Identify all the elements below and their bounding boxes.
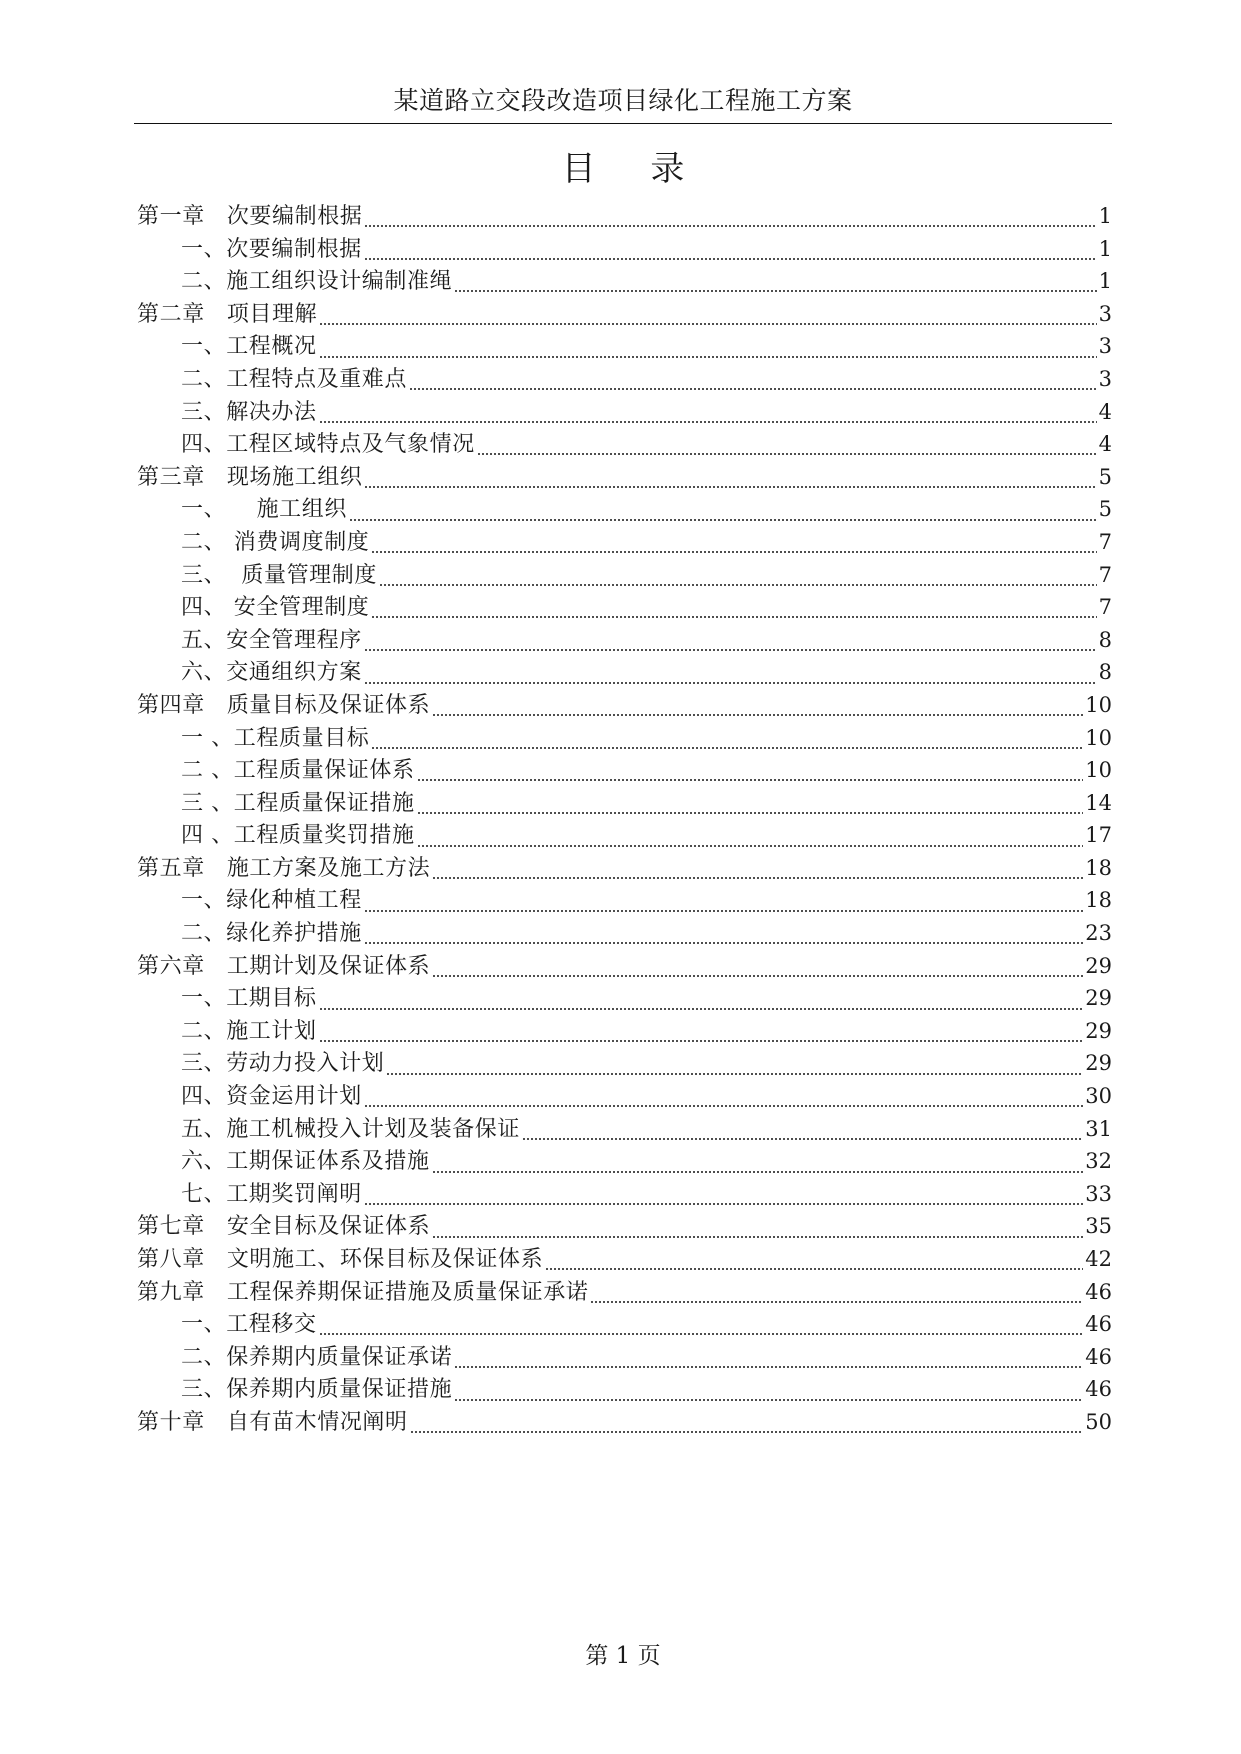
toc-page-number: 14 (1085, 790, 1112, 815)
toc-entry-text: 施工方案及施工方法 (226, 855, 431, 881)
toc-dot-leader (454, 1397, 1083, 1403)
toc-page-number: 17 (1085, 823, 1112, 848)
toc-entry-text: 三、保养期内质量保证措施 (181, 1377, 453, 1403)
toc-entry-label (181, 592, 369, 625)
toc-page-number: 1 (1098, 236, 1112, 261)
toc-section-entry[interactable] (137, 884, 1112, 917)
toc-page-number: 10 (1085, 758, 1112, 783)
toc-entry-text: 三 、工程质量保证措施 (181, 790, 415, 816)
toc-section-entry[interactable] (137, 787, 1112, 820)
toc-section-entry[interactable] (137, 982, 1112, 1015)
toc-chapter-entry[interactable] (137, 950, 1112, 983)
toc-dot-leader (417, 810, 1084, 816)
toc-entry-label (181, 397, 317, 430)
toc-section-entry[interactable] (137, 1047, 1112, 1080)
toc-entry-label (181, 1309, 317, 1342)
toc-entry-label (181, 1114, 520, 1147)
toc-dot-leader (454, 1364, 1083, 1370)
toc-entry-label (181, 1342, 452, 1375)
toc-entry-text: 六、交通组织方案 (181, 660, 362, 686)
toc-section-entry[interactable] (137, 233, 1112, 266)
toc-section-entry[interactable] (137, 591, 1112, 624)
toc-page-number: 46 (1085, 1312, 1112, 1337)
toc-chapter-entry[interactable] (137, 852, 1112, 885)
toc-entry-label (137, 462, 362, 495)
toc-entry-label (181, 723, 369, 756)
toc-page-number: 8 (1098, 660, 1112, 685)
toc-entry-text: 二、施工计划 (181, 1018, 317, 1044)
toc-entry-label (137, 951, 430, 984)
header-divider (134, 123, 1112, 124)
toc-page-number: 23 (1085, 921, 1112, 946)
toc-chapter-number: 第六章 (137, 953, 205, 979)
toc-page-number: 50 (1085, 1409, 1112, 1434)
toc-entry-text: 三、 质量管理制度 (181, 562, 377, 588)
toc-section-entry[interactable] (137, 265, 1112, 298)
page-number-footer: 第 1 页 (585, 1643, 661, 1669)
toc-chapter-entry[interactable] (137, 1243, 1112, 1276)
toc-entry-label (181, 983, 317, 1016)
toc-entry-label (181, 788, 415, 821)
toc-dot-leader (432, 1169, 1084, 1175)
toc-chapter-number: 第一章 (137, 204, 205, 229)
toc-dot-leader (364, 680, 1097, 686)
toc-entry-text: 三、解决办法 (181, 399, 317, 425)
toc-page-number: 5 (1098, 497, 1112, 522)
toc-section-entry[interactable] (137, 493, 1112, 526)
toc-entry-text: 五、施工机械投入计划及装备保证 (181, 1116, 521, 1142)
toc-section-entry[interactable] (137, 624, 1112, 657)
toc-dot-leader (417, 843, 1084, 849)
toc-entry-label (137, 201, 362, 234)
toc-dot-leader (432, 875, 1083, 881)
toc-dot-leader (364, 908, 1083, 914)
toc-section-entry[interactable] (137, 1341, 1112, 1374)
toc-entry-text: 一、工程概况 (181, 334, 317, 360)
toc-entry-label (181, 625, 362, 658)
toc-entry-text: 四、 安全管理制度 (181, 595, 370, 621)
toc-section-entry[interactable] (137, 363, 1112, 396)
toc-entry-text: 一、次要编制根据 (181, 236, 362, 262)
toc-entry-text: 一、 施工组织 (181, 497, 347, 523)
toc-chapter-number: 第八章 (137, 1247, 205, 1272)
toc-page-number: 29 (1085, 1051, 1112, 1076)
toc-section-entry[interactable] (137, 559, 1112, 592)
toc-page-number: 4 (1098, 432, 1112, 457)
toc-entry-text: 六、工期保证体系及措施 (181, 1149, 430, 1175)
toc-entry-label (181, 527, 369, 560)
toc-entry-text: 四 、工程质量奖罚措施 (181, 823, 415, 849)
toc-page-number: 8 (1098, 627, 1112, 652)
toc-dot-leader (409, 386, 1097, 392)
toc-page-number: 1 (1098, 269, 1112, 294)
toc-page-number: 3 (1098, 366, 1112, 391)
toc-page-number: 1 (1098, 204, 1112, 228)
toc-dot-leader (364, 223, 1096, 229)
toc-page-number: 5 (1098, 464, 1112, 489)
toc-entry-text: 二 、工程质量保证体系 (181, 758, 415, 784)
toc-section-entry[interactable] (137, 1308, 1112, 1341)
toc-page-number: 46 (1085, 1344, 1112, 1369)
toc-page-number: 29 (1085, 1018, 1112, 1043)
toc-entry-label (181, 1179, 362, 1212)
toc-chapter-number: 第九章 (137, 1279, 205, 1305)
toc-chapter-number: 第三章 (137, 464, 205, 490)
toc-section-entry[interactable] (137, 428, 1112, 461)
toc-chapter-number: 第四章 (137, 692, 205, 718)
toc-entry-label (181, 331, 317, 364)
toc-entry-text: 一、绿化种植工程 (181, 888, 362, 914)
toc-entry-text: 项目理解 (226, 301, 318, 327)
toc-page-number: 7 (1098, 595, 1112, 620)
toc-entry-label (181, 918, 362, 951)
toc-dot-leader (371, 745, 1083, 751)
toc-dot-leader (432, 973, 1083, 979)
toc-entry-label (181, 560, 377, 593)
toc-section-entry[interactable] (137, 396, 1112, 429)
toc-dot-leader (522, 1136, 1083, 1142)
toc-entry-label (181, 755, 415, 788)
toc-entry-label (137, 1407, 408, 1440)
toc-chapter-number: 第七章 (137, 1214, 205, 1240)
toc-entry-label (181, 494, 347, 527)
toc-entry-text: 安全目标及保证体系 (226, 1214, 431, 1240)
toc-entry-label (181, 1081, 362, 1114)
toc-dot-leader (349, 517, 1097, 523)
toc-section-entry[interactable] (137, 819, 1112, 852)
toc-chapter-entry[interactable] (137, 298, 1112, 331)
toc-section-entry[interactable] (137, 1373, 1112, 1406)
toc-dot-leader (454, 288, 1096, 294)
toc-page-number: 31 (1085, 1116, 1112, 1141)
toc-dot-leader (432, 712, 1083, 718)
toc-chapter-entry[interactable] (137, 461, 1112, 494)
toc-dot-leader (319, 1006, 1084, 1012)
toc-entry-text: 一、工程移交 (181, 1312, 317, 1338)
toc-entry-text: 现场施工组织 (226, 464, 363, 490)
toc-dot-leader (545, 1266, 1083, 1272)
toc-section-entry[interactable] (137, 1145, 1112, 1178)
toc-dot-leader (364, 940, 1083, 946)
toc-dot-leader (410, 1429, 1084, 1435)
toc-dot-leader (364, 256, 1097, 262)
toc-dot-leader (364, 484, 1096, 490)
toc-entry-label (181, 885, 362, 918)
toc-dot-leader (371, 549, 1096, 555)
toc-chapter-entry[interactable] (137, 200, 1112, 233)
toc-entry-label (181, 1374, 452, 1407)
toc-entry-text: 工程保养期保证措施及质量保证承诺 (226, 1279, 589, 1305)
toc-entry-text: 二、绿化养护措施 (181, 921, 362, 947)
toc-dot-leader (432, 1234, 1083, 1240)
toc-section-entry[interactable] (137, 330, 1112, 363)
toc-page-number: 7 (1098, 562, 1112, 587)
toc-chapter-number: 第五章 (137, 855, 205, 881)
page-header-title: 某道路立交段改造项目绿化工程施工方案 (393, 86, 853, 115)
toc-chapter-number: 第二章 (137, 301, 205, 327)
toc-section-entry[interactable] (137, 917, 1112, 950)
toc-chapter-entry[interactable] (137, 1210, 1112, 1243)
toc-dot-leader (319, 354, 1097, 360)
toc-dot-leader (590, 1299, 1083, 1305)
toc-page-number: 3 (1098, 334, 1112, 359)
toc-section-entry[interactable] (137, 722, 1112, 755)
toc-section-entry[interactable] (137, 1080, 1112, 1113)
toc-dot-leader (417, 777, 1084, 783)
toc-entry-text: 二、工程特点及重难点 (181, 366, 408, 392)
toc-section-entry[interactable] (137, 1113, 1112, 1146)
toc-page-number: 3 (1098, 301, 1112, 326)
toc-entry-label (181, 234, 362, 267)
toc-chapter-number: 第十章 (137, 1409, 205, 1435)
toc-page-number: 46 (1085, 1377, 1112, 1402)
toc-entry-text: 七、工期奖罚阐明 (181, 1181, 362, 1207)
toc-entry-label (181, 364, 407, 397)
toc-section-entry[interactable] (137, 754, 1112, 787)
toc-entry-text: 质量目标及保证体系 (226, 692, 431, 718)
toc-page-number: 42 (1085, 1247, 1112, 1271)
toc-entry-text: 工期计划及保证体系 (226, 953, 431, 979)
toc-dot-leader (319, 1038, 1084, 1044)
table-of-contents (137, 200, 1112, 1439)
toc-dot-leader (477, 451, 1097, 457)
toc-entry-label (181, 1016, 317, 1049)
toc-entry-label (137, 299, 317, 332)
toc-entry-label (181, 1146, 430, 1179)
toc-entry-text: 二、保养期内质量保证承诺 (181, 1344, 453, 1370)
toc-section-entry[interactable] (137, 1015, 1112, 1048)
toc-page-number: 7 (1098, 529, 1112, 554)
toc-dot-leader (364, 1201, 1083, 1207)
toc-page-number: 35 (1085, 1214, 1112, 1239)
toc-entry-label (137, 853, 430, 886)
toc-dot-leader (386, 1071, 1083, 1077)
toc-dot-leader (371, 614, 1096, 620)
toc-page-number: 29 (1085, 953, 1112, 978)
toc-page-number: 10 (1085, 692, 1112, 717)
toc-entry-text: 四、工程区域特点及气象情况 (181, 432, 475, 458)
toc-entry-label (137, 1211, 430, 1244)
toc-dot-leader (364, 1103, 1083, 1109)
toc-entry-text: 一、工期目标 (181, 986, 317, 1012)
toc-chapter-entry[interactable] (137, 1276, 1112, 1309)
toc-entry-label (137, 1244, 543, 1277)
toc-title: 目 录 (561, 149, 707, 189)
toc-entry-text: 次要编制根据 (226, 204, 363, 229)
toc-entry-label (181, 429, 475, 462)
toc-page-number: 32 (1085, 1149, 1112, 1174)
toc-page-number: 10 (1085, 725, 1112, 750)
toc-dot-leader (379, 582, 1097, 588)
toc-entry-text: 文明施工、环保目标及保证体系 (226, 1247, 544, 1272)
toc-section-entry[interactable] (137, 656, 1112, 689)
toc-page-number: 29 (1085, 986, 1112, 1011)
toc-entry-text: 二、施工组织设计编制准绳 (181, 269, 453, 295)
toc-entry-label (181, 266, 452, 299)
toc-page-number: 30 (1085, 1084, 1112, 1109)
toc-chapter-entry[interactable] (137, 689, 1112, 722)
toc-dot-leader (319, 1331, 1084, 1337)
toc-entry-label (181, 1048, 384, 1081)
toc-dot-leader (364, 647, 1097, 653)
toc-entry-text: 自有苗木情况阐明 (226, 1409, 408, 1435)
toc-page-number: 46 (1085, 1279, 1112, 1304)
toc-dot-leader (319, 419, 1097, 425)
toc-entry-label (181, 820, 415, 853)
toc-entry-label (137, 1277, 588, 1310)
toc-entry-label (137, 690, 430, 723)
toc-entry-label (181, 657, 362, 690)
toc-section-entry[interactable] (137, 526, 1112, 559)
toc-page-number: 18 (1085, 855, 1112, 880)
toc-page-number: 18 (1085, 888, 1112, 913)
toc-entry-text: 五、安全管理程序 (181, 627, 362, 653)
toc-entry-text: 三、劳动力投入计划 (181, 1051, 385, 1077)
toc-page-number: 33 (1085, 1181, 1112, 1206)
toc-entry-text: 二、 消费调度制度 (181, 529, 370, 555)
toc-section-entry[interactable] (137, 1178, 1112, 1211)
toc-entry-text: 一 、工程质量目标 (181, 725, 370, 751)
toc-entry-text: 四、资金运用计划 (181, 1084, 362, 1110)
toc-page-number: 4 (1098, 399, 1112, 424)
toc-dot-leader (319, 321, 1096, 327)
toc-chapter-entry[interactable] (137, 1406, 1112, 1439)
